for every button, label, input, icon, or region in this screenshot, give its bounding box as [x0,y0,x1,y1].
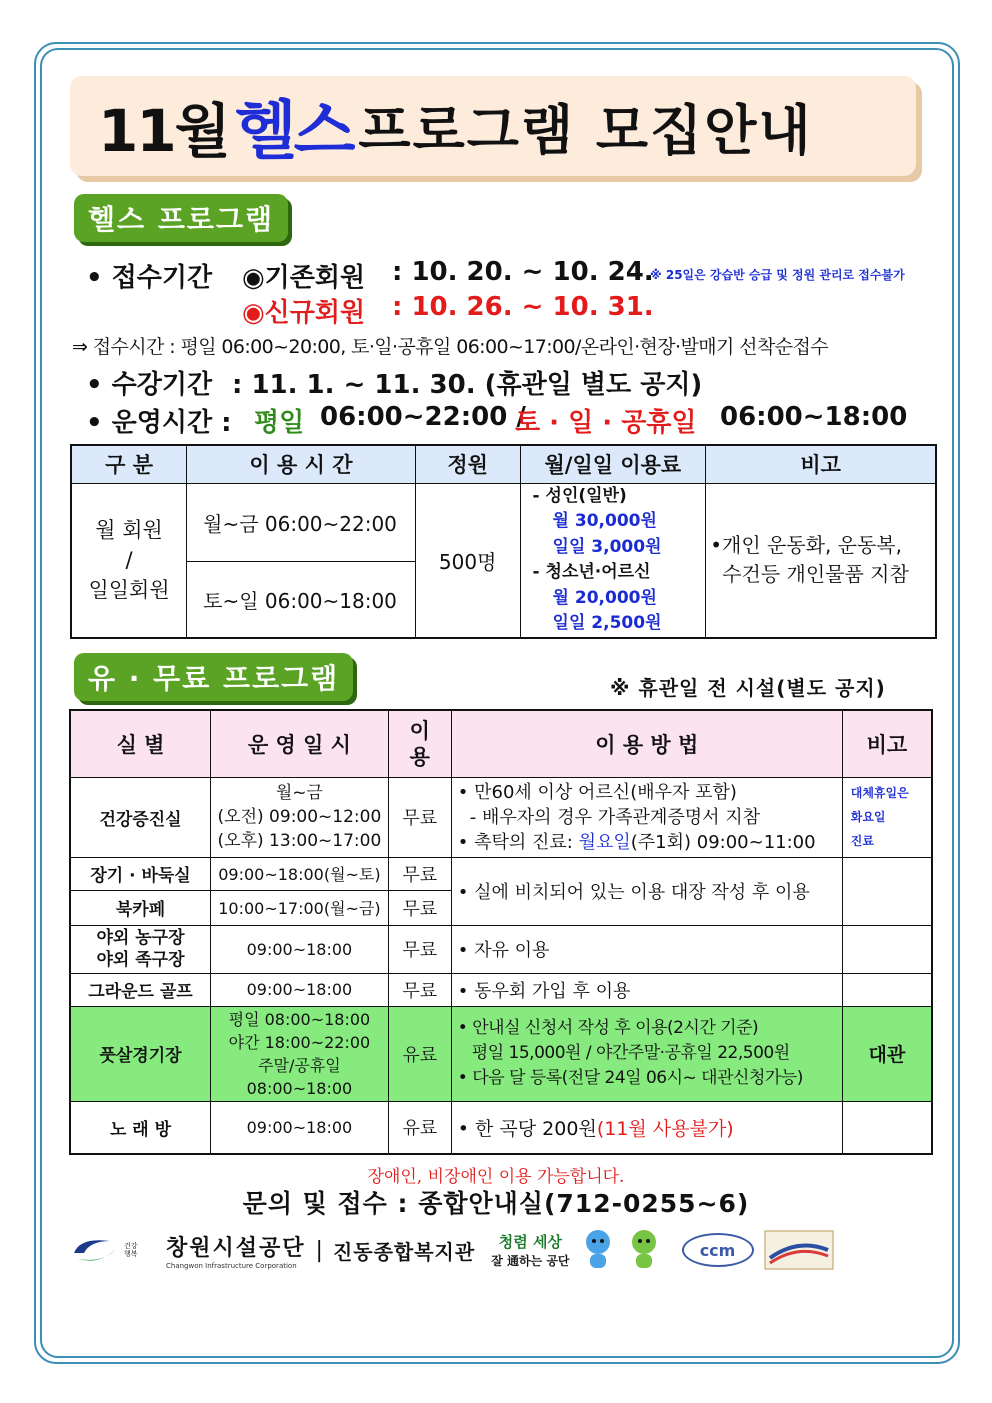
prog-health-note3: 진료 [850,834,874,848]
prog-header-method: 이 용 방 법 [451,710,842,777]
fee-header-category: 구 분 [71,445,187,483]
fee-note-line2: 수건등 개인물품 지참 [722,562,909,586]
fee-youth-day: 일일 2,500원 [552,613,662,633]
prog-outdoor-name1: 야외 농구장 [96,928,185,948]
prog-golf-note [842,973,932,1006]
existing-member-label: ◉기존회원 [242,263,366,293]
prog-karaoke-fee: 유료 [388,1101,451,1154]
fee-table [70,444,937,639]
prog-karaoke-method [451,1101,842,1154]
fee-time-weekday: 월~금 06:00~22:00 [187,483,416,561]
existing-member-dates: : 10. 20. ~ 10. 24. [392,257,654,287]
fee-table-header [71,445,936,483]
prog-futsal-t2: 야간 18:00~22:00 [228,1032,371,1052]
prog-health-m1: • 만60세 이상 어르신(배우자 포함) [457,781,737,803]
prog-health-fee: 무료 [388,777,451,857]
title-rest: 프로그램 모집안내 [358,98,813,162]
org-name: 창원시설공단 [166,1235,306,1261]
table-row [70,925,932,973]
new-member-label: ◉신규회원 [242,298,366,328]
fee-category-cell [71,483,187,638]
prog-health-m3 [458,830,842,855]
table-row [70,857,932,890]
prog-futsal-m1: • 안내실 신청서 작성 후 이용(2시간 기준) [457,1018,759,1038]
prog-health-time2: (오전) 09:00~12:00 [217,807,382,827]
table-row [70,1006,932,1101]
prog-baduk-fee: 무료 [388,857,451,890]
title-banner [70,76,916,176]
prog-golf-method: • 동우회 가입 후 이용 [451,973,842,1006]
prog-health-note2: 화요일 [850,810,886,824]
hours-weekday-label: 평일 [254,408,305,438]
program-table-header [70,710,932,777]
fee-adult-label: - 성인(일반) [532,485,627,506]
title-health: 헬스 [234,95,353,169]
fee-category-line1: 월 회원 [95,518,163,542]
prog-karaoke-time: 09:00~18:00 [211,1101,389,1154]
org-name-sub: Changwon Infrastructure Corporation [166,1261,297,1270]
prog-cafe-name: 북카페 [70,890,211,925]
reg-time-text: ⇒ 접수시간 : 평일 06:00~20:00, 토·일·공휴일 06:00~17:00/온라인·현장·발매기 선착순접수 [72,336,828,358]
prog-futsal-method [451,1006,842,1101]
fee-adult-month: 월 30,000원 [552,511,657,531]
new-member-dates: : 10. 26. ~ 10. 31. [392,292,654,322]
reg-period-label: • 접수기간 [86,263,213,293]
mascot-blue-icon [580,1228,616,1272]
fee-youth-label: - 청소년·어르신 [532,562,651,582]
center-name: 진동종합복지관 [332,1239,476,1264]
hours-label: • 운영시간 : [86,408,232,438]
fee-time-weekend: 토~일 06:00~18:00 [187,561,416,637]
left-logo [70,1233,156,1267]
prog-futsal-t1: 평일 08:00~18:00 [228,1009,371,1029]
fee-category-line3: 일일회원 [88,578,170,602]
fee-note-line1: •개인 운동화, 운동복, [710,533,902,557]
table-row [70,973,932,1006]
prog-health-note1: 대체휴일은 [850,786,909,800]
program-table [69,709,933,1155]
ccm-text: ccm [699,1240,736,1260]
fee-capacity: 500명 [415,483,520,638]
left-logo-text: 건강 행복 [124,1242,138,1258]
prog-header-time: 운 영 일 시 [211,710,389,777]
prog-outdoor-name2: 야외 족구장 [96,950,185,970]
prog-header-fee: 이용 [388,710,451,777]
prog-baduk-method: • 실에 비치되어 있는 이용 대장 작성 후 이용 [451,857,842,925]
prog-health-time [211,777,389,857]
slogan-logo [491,1231,569,1269]
prog-futsal-m2: 평일 15,000원 / 야간주말·공휴일 22,500원 [471,1043,790,1063]
prog-health-name: 건강증진실 [70,777,211,857]
access-note: 장애인, 비장애인 이용 가능합니다. [367,1167,625,1187]
prog-baduk-note [842,857,932,925]
prog-cafe-fee: 무료 [388,890,451,925]
prog-cafe-time: 10:00~17:00(월~금) [211,890,389,925]
table-row [70,777,932,857]
ccm-logo [682,1233,754,1267]
course-period-value: : 11. 1. ~ 11. 30. (휴관일 별도 공지) [232,370,703,400]
prog-golf-time: 09:00~18:00 [211,973,389,1006]
prog-outdoor-name [70,925,211,973]
prog-health-time3: (오후) 13:00~17:00 [217,831,382,851]
closed-day-note: ※ 휴관일 전 시설(별도 공지) [610,676,886,700]
prog-baduk-name: 장기 · 바둑실 [70,857,211,890]
prog-futsal-fee: 유료 [388,1006,451,1101]
prog-futsal-note: 대관 [842,1006,932,1101]
prog-baduk-time: 09:00~18:00(월~토) [211,857,389,890]
prog-health-m2: - 배우자의 경우 가족관계증명서 지참 [469,806,760,828]
fee-header-note: 비고 [706,445,936,483]
prog-karaoke-m-a: • 한 곡당 200원 [457,1117,597,1140]
slogan-bottom: 잘 通하는 공단 [491,1254,570,1268]
prog-futsal-time [211,1006,389,1101]
prog-futsal-t3: 주말/공휴일 [258,1055,341,1075]
title-month: 11월 [98,97,229,165]
fee-header-fee: 월/일일 이용료 [520,445,706,483]
course-period-label: • 수강기간 [86,370,213,400]
contact-info: 문의 및 접수 : 종합안내실(712-0255~6) [242,1189,750,1218]
fee-header-capacity: 정원 [415,445,520,483]
prog-futsal-name: 풋살경기장 [70,1006,211,1101]
prog-header-note: 비고 [842,710,932,777]
fee-header-time: 이 용 시 간 [187,445,416,483]
slogan-top: 청렴 세상 [498,1233,562,1251]
prog-outdoor-time: 09:00~18:00 [211,925,389,973]
logo-bar [70,1225,936,1275]
logo-separator: | [315,1237,323,1263]
prog-golf-name: 그라운드 골프 [70,973,211,1006]
prog-header-room: 실 별 [70,710,211,777]
fee-note-cell [706,483,936,638]
fee-youth-month: 월 20,000원 [552,587,657,608]
prog-health-m3b: 월요일 [578,831,631,853]
prog-outdoor-note [842,925,932,973]
prog-outdoor-method: • 자유 이용 [451,925,842,973]
org-logo [166,1231,306,1270]
prog-golf-fee: 무료 [388,973,451,1006]
existing-member-note: ※ 25일은 강습반 승급 및 정원 관리로 접수불가 [650,268,905,282]
fee-category-line2: / [125,548,133,572]
fee-adult-day: 일일 3,000원 [552,536,662,557]
hours-weekend: 06:00~18:00 [720,402,908,432]
hours-weekday: 06:00~22:00 / [320,402,526,432]
prog-health-time1: 월~금 [275,783,323,803]
hours-weekend-label: 토 · 일 · 공휴일 [515,408,697,438]
table-row [70,1101,932,1154]
mascot-green-icon [626,1228,662,1272]
prog-karaoke-m-b: (11월 사용불가) [596,1117,734,1140]
prog-karaoke-name: 노 래 방 [70,1101,211,1154]
prog-health-m3a: • 촉탁의 진료: [457,831,579,853]
prog-health-note [842,777,932,857]
free-section-tag: 유 · 무료 프로그램 [74,653,353,701]
certification-badge-icon [764,1230,834,1270]
prog-futsal-m3: • 다음 달 등록(전달 24일 06시~ 대관신청가능) [457,1068,803,1088]
health-section-tag: 헬스 프로그램 [74,194,288,242]
fee-prices-cell [520,483,706,638]
prog-futsal-t4: 08:00~18:00 [246,1078,353,1098]
prog-health-method [451,777,842,857]
prog-outdoor-fee: 무료 [388,925,451,973]
prog-karaoke-note [842,1101,932,1154]
prog-health-m3c: (주1회) 09:00~11:00 [630,831,816,853]
swoosh-logo-icon [70,1233,120,1267]
